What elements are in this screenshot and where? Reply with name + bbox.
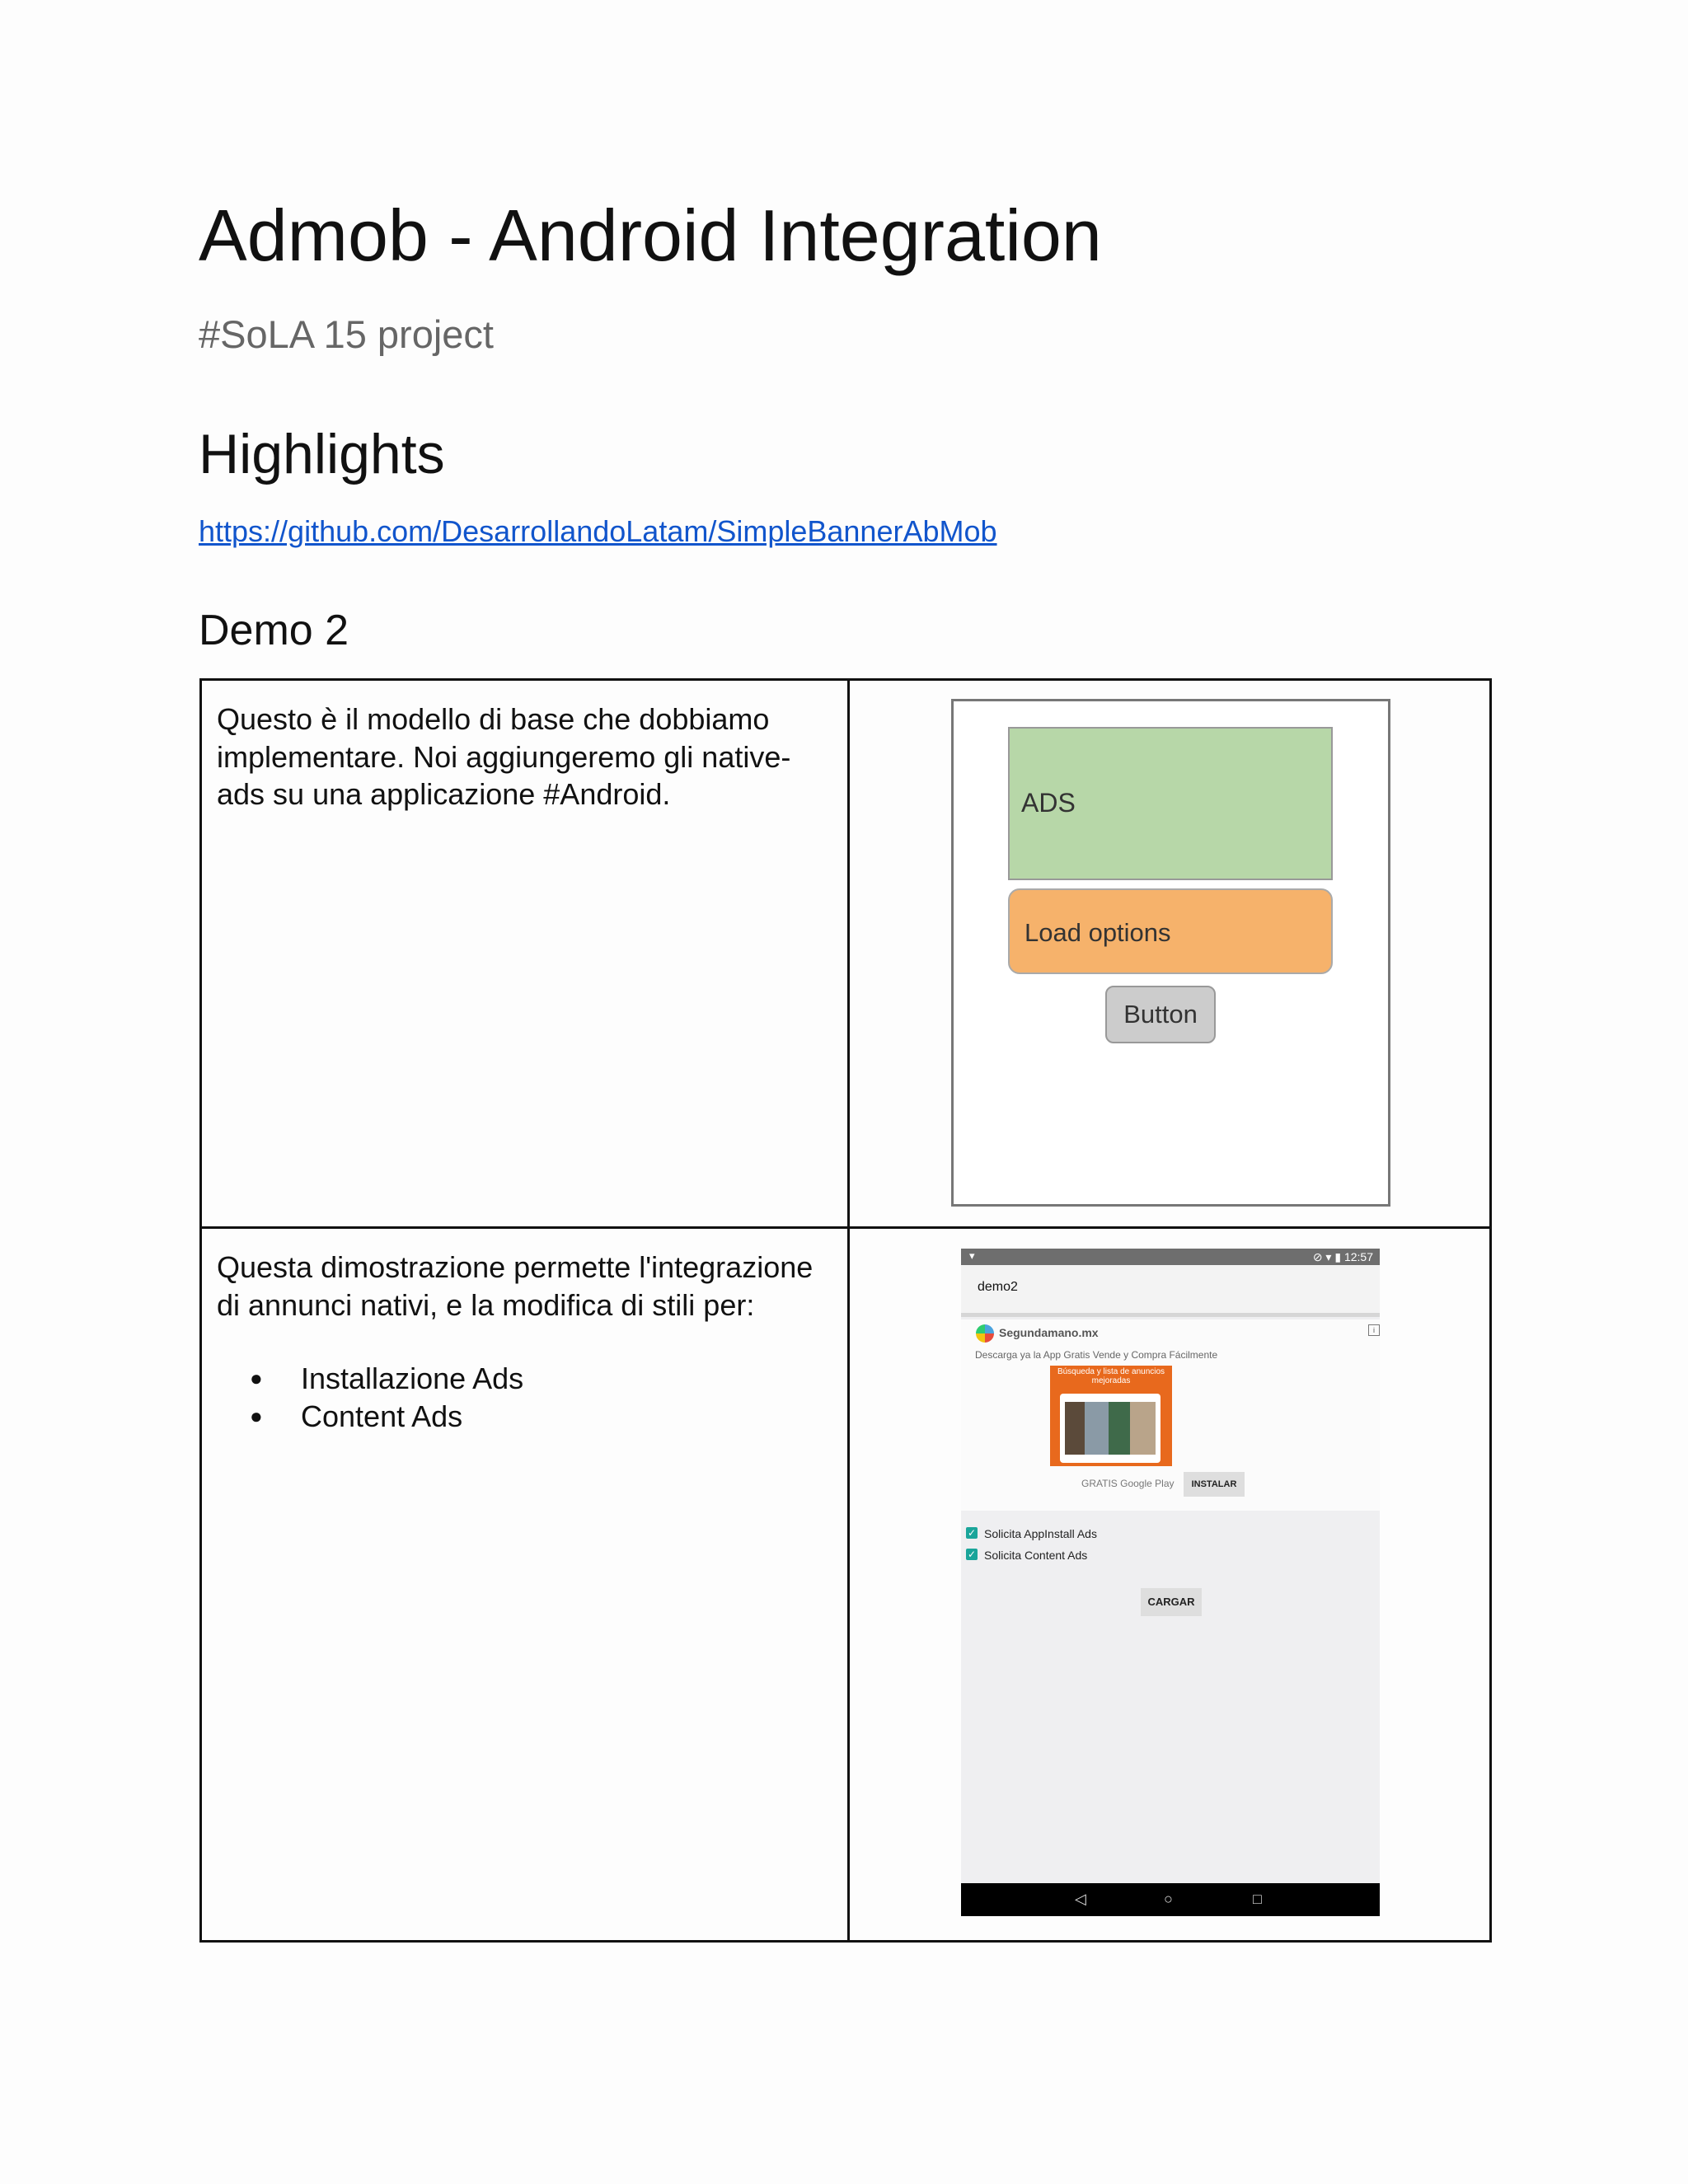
options xyxy=(966,1526,1097,1568)
status-icons: ⊘ ▾ ▮ xyxy=(1312,1250,1342,1263)
page-subtitle: #SoLA 15 project xyxy=(199,312,494,356)
nav-bar xyxy=(961,1883,1380,1916)
table-cell-description xyxy=(201,1228,849,1942)
install-button: INSTALAR xyxy=(1184,1472,1245,1497)
app-bar xyxy=(961,1265,1380,1317)
phone-screenshot xyxy=(961,1249,1380,1916)
heading-demo2: Demo 2 xyxy=(199,607,349,654)
ad-app-screenshot xyxy=(1060,1394,1160,1463)
app-title: demo2 xyxy=(978,1280,1018,1294)
wireframe-mockup xyxy=(951,699,1390,1207)
home-icon: ○ xyxy=(1164,1891,1173,1907)
table-cell-image xyxy=(849,1228,1491,1942)
ad-store-text: GRATIS Google Play xyxy=(1081,1478,1175,1489)
appinstall-checkbox xyxy=(966,1526,1097,1547)
content-label: Solicita Content Ads xyxy=(984,1549,1088,1562)
status-right xyxy=(1313,1250,1373,1264)
page-title: Admob - Android Integration xyxy=(199,194,1102,276)
bullet-list xyxy=(217,1360,832,1435)
ad-image-text: Búsqueda y lista de anuncios mejoradas xyxy=(1057,1367,1165,1385)
notification-icon: ▾ xyxy=(969,1249,975,1262)
check-icon: ✓ xyxy=(967,1527,977,1539)
brand-logo-icon xyxy=(976,1324,994,1343)
ad-brand: Segundamano.mx xyxy=(999,1326,1099,1339)
table-row xyxy=(201,680,1491,1228)
list-item: ● Installazione Ads xyxy=(301,1360,832,1398)
cargar-button: CARGAR xyxy=(1141,1588,1202,1616)
adchoices-icon: i xyxy=(1368,1324,1380,1336)
recents-icon: □ xyxy=(1253,1891,1262,1907)
status-time: 12:57 xyxy=(1343,1250,1373,1263)
mockup-button: Button xyxy=(1105,986,1216,1043)
ad-image xyxy=(1050,1366,1172,1466)
status-bar xyxy=(961,1249,1380,1265)
table-row xyxy=(201,1228,1491,1942)
appinstall-label: Solicita AppInstall Ads xyxy=(984,1527,1097,1540)
github-link[interactable]: https://github.com/DesarrollandoLatam/SimpleBannerAbMob xyxy=(199,514,997,548)
demo-table xyxy=(199,678,1492,1943)
description-text: Questo è il modello di base che dobbiamo implementare. Noi aggiungeremo gli native-ads su una applicazione #Android. xyxy=(217,702,791,812)
load-options-box xyxy=(1008,888,1333,974)
heading-highlights: Highlights xyxy=(199,423,445,485)
check-icon: ✓ xyxy=(967,1549,977,1560)
description-text: Questa dimostrazione permette l'integrazione di annunci nativi, e la modifica di stili per: xyxy=(217,1250,814,1322)
native-ad xyxy=(961,1319,1380,1511)
ad-tagline: Descarga ya la App Gratis Vende y Compra Fácilmente xyxy=(975,1349,1218,1361)
ads-label: ADS xyxy=(1021,788,1076,818)
list-item: ● Content Ads xyxy=(301,1398,832,1436)
load-options-label: Load options xyxy=(1025,918,1171,947)
table-cell-image xyxy=(849,680,1491,1228)
back-icon: ◁ xyxy=(1075,1891,1086,1907)
content-checkbox xyxy=(966,1547,1097,1568)
table-cell-description xyxy=(201,680,849,1228)
ads-placeholder xyxy=(1008,727,1333,880)
